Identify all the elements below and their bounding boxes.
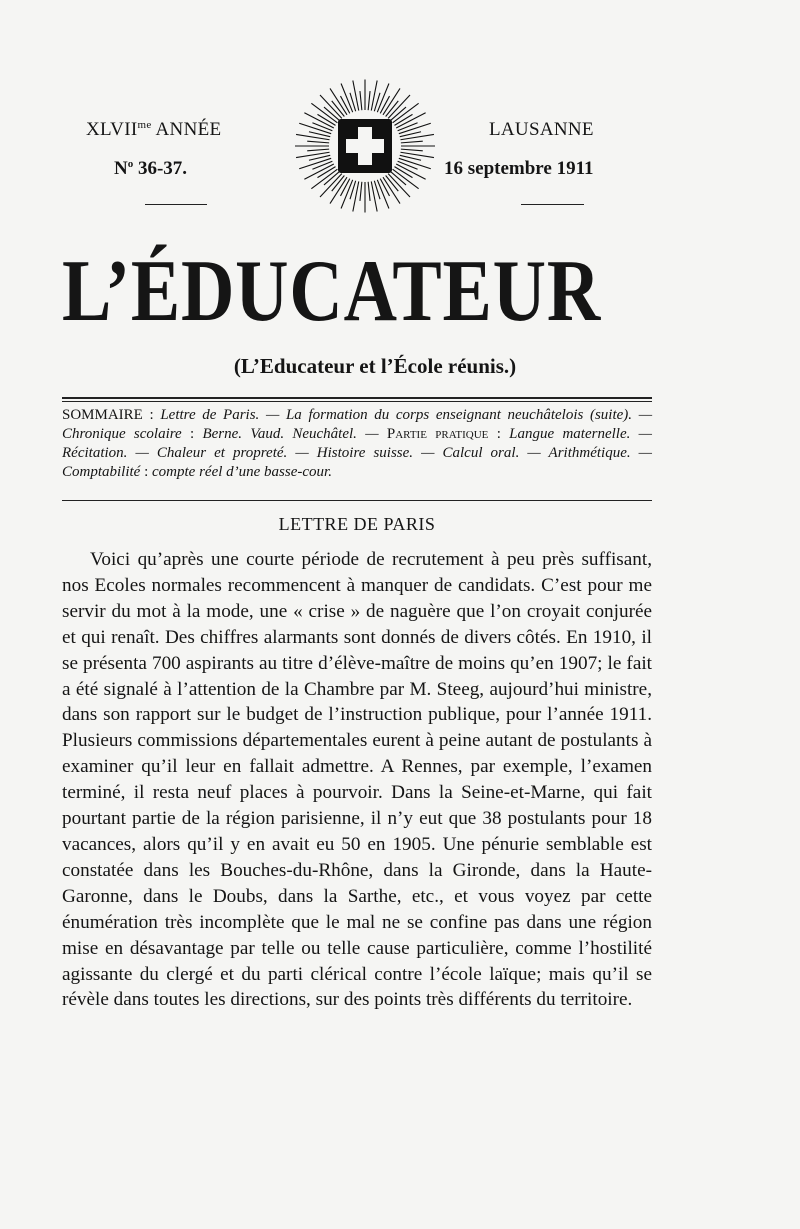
toc-sep: : — [181, 426, 203, 442]
emblem-ray — [380, 96, 389, 113]
article-heading: LETTRE DE PARIS — [278, 514, 436, 534]
emblem-ray — [307, 149, 329, 151]
city: LAUSANNE — [489, 119, 594, 140]
toc-sep: : — [140, 464, 153, 480]
emblem-ray — [340, 96, 349, 113]
toc-sep: — — [259, 407, 286, 423]
emblem-ray — [307, 141, 329, 143]
toc-item: Chronique scolaire — [62, 426, 182, 442]
toc-item: La formation du corps enseignant neuchâtelois (suite). — [285, 407, 633, 423]
toc-item: Chaleur et propreté. — [156, 445, 288, 461]
emblem-ray — [311, 103, 337, 123]
emblem-ray — [380, 179, 389, 196]
toc-sep: — — [630, 426, 653, 442]
emblem-ray — [360, 182, 362, 201]
emblem-ray — [320, 174, 342, 197]
header-rule-right — [521, 204, 584, 205]
emblem-ray — [312, 161, 332, 169]
rule-thin — [62, 401, 652, 402]
issue-date: 16 septembre 1911 — [444, 158, 594, 179]
toc-sep: : — [488, 426, 510, 442]
emblem-ray — [388, 95, 410, 118]
toc-item: Comptabilité — [62, 464, 141, 480]
emblem-ray — [393, 169, 419, 189]
masthead-subtitle: (L’Educateur et l’École réunis.) — [233, 354, 517, 378]
emblem-ray — [393, 103, 419, 123]
sommaire-label: SOMMAIRE : — [62, 407, 154, 423]
toc-sep: — — [356, 426, 387, 442]
toc-sep: — — [413, 445, 443, 461]
swiss-cross-emblem-icon — [285, 78, 445, 223]
emblem-ray — [368, 182, 370, 201]
toc-item: Langue maternelle. — [509, 426, 631, 442]
toc-item: Récitation. — [62, 445, 128, 461]
toc-item: Berne. Vaud. Neuchâtel. — [202, 426, 357, 442]
toc-item: Calcul oral. — [442, 445, 520, 461]
emblem-ray — [388, 174, 410, 197]
emblem-ray — [401, 141, 423, 143]
emblem-ray — [398, 161, 418, 169]
rule-thick — [62, 397, 652, 399]
toc-sep: — — [519, 445, 549, 461]
issue-number: $N^o$ 36-37. — [114, 158, 188, 179]
masthead-title: L’ÉDUCATEUR — [62, 243, 602, 340]
toc-section-label: Partie pratique — [386, 426, 489, 442]
emblem-ray — [320, 95, 342, 118]
toc-item: Arithmétique. — [548, 445, 631, 461]
toc-item: Lettre de Paris. — [160, 407, 260, 423]
emblem-ray — [311, 169, 337, 189]
volume-year: $XLVII^{me}$ ANNÉE — [86, 119, 222, 140]
article-paragraph: Voici qu’après une courte période de recrutement à peu près suffisant, nos Ecoles normales recommencent à manquer de candidats. C’est pour me servir du mot à la mode, une « crise » de naguère que l’on croyait conjurée et qui renaît. Des chiffres alarmants sont donnés de divers côtés. En 1910, il se présenta 700 aspirants au titre d’élève-maître de moins qu’en 1907; le fait a été signalé à l’attention de la Chambre par M. Steeg, aujourd’hui ministre, dans son rapport sur le budget de l’instruction publique, pour l’année 1911. Plusieurs commissions départementales eurent à peine autant de postulants à examiner qu’il leur en fallait admettre. A Rennes, par exemple, l’examen terminé, il resta neuf places à pourvoir. Dans la Seine-et-Marne, qui fait pourtant partie de la région parisienne, il n’y eut que 38 postulants pour 18 vacances, alors qu’il y en avait eu 50 en 1905. Une pénurie semblable est constatée dans les Bouches-du-Rhône, dans la Gironde, dans la Haute-Garonne, dans le Doubs, dans la Sarthe, etc., et vous voyez par cette énumération très incomplète que le mal ne se confine pas dans une région mise en désavantage par telle ou telle cause particulière, comme l’hostilité agissante du clergé et du parti clérical contre l’école laïque; mais qu’il se révèle dans toutes les directions, sur des points très différents du territoire. — [62, 549, 652, 1011]
header-rule-left — [145, 204, 207, 205]
emblem-ray — [312, 123, 332, 131]
toc-item: compte réel d’une basse-cour. — [152, 464, 332, 480]
emblem-ray — [398, 123, 418, 131]
toc-sep: — — [287, 445, 317, 461]
emblem-ray — [401, 149, 423, 151]
toc-sep: — — [632, 407, 653, 423]
emblem-ray — [340, 179, 349, 196]
toc-sep: — — [127, 445, 157, 461]
toc-sep: — — [630, 445, 653, 461]
toc-item: Histoire suisse. — [316, 445, 414, 461]
rule-section — [62, 500, 652, 501]
emblem-ray — [360, 91, 362, 110]
table-of-contents — [62, 406, 652, 482]
article-body — [62, 547, 652, 1013]
emblem-ray — [368, 91, 370, 110]
